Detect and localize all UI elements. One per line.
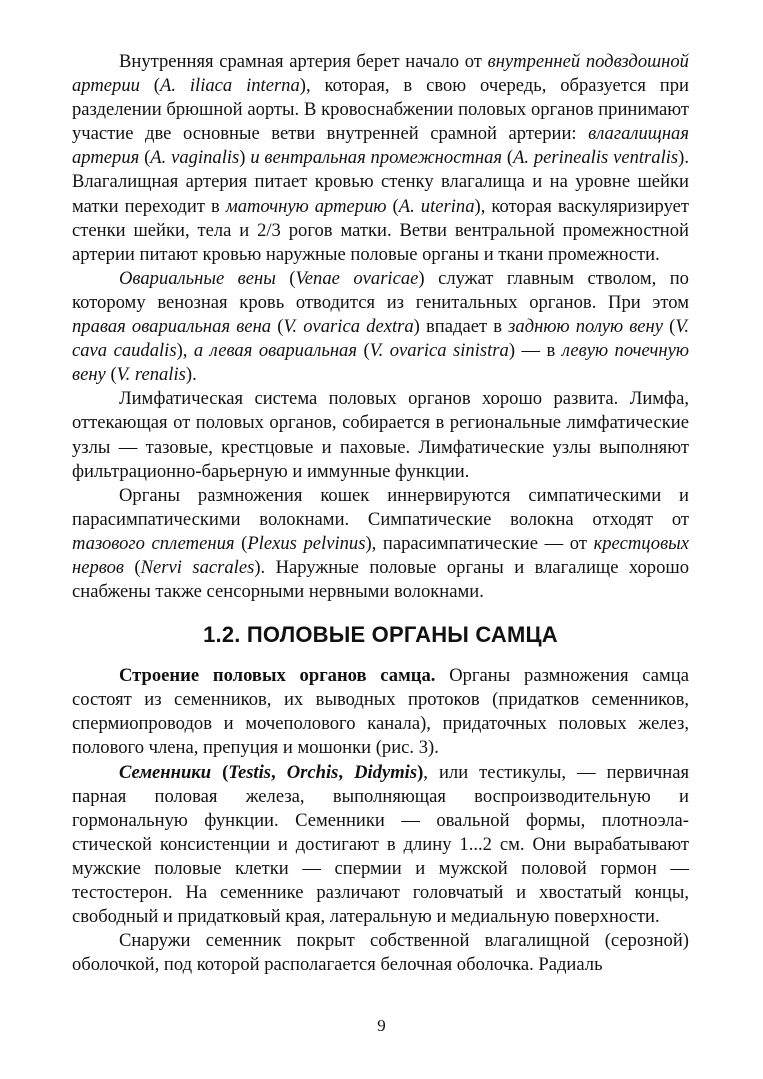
text-run: ), которая васкуляризирует стенки шейки, тела и 2/3 рогов матки. Ветви вентральной промежностной артерии питают кровью наружные половые органы и ткани промежности. bbox=[72, 195, 690, 265]
bold-term: ( bbox=[211, 761, 229, 783]
text-run: ( bbox=[386, 195, 399, 217]
italic-term: и вентральная промежностная bbox=[250, 147, 503, 169]
bold-italic-term: Семенники bbox=[119, 761, 212, 783]
paragraph bbox=[72, 484, 689, 604]
text-run: ), bbox=[176, 340, 194, 362]
italic-term: V. ovarica sinistra bbox=[369, 340, 509, 362]
italic-term: V. cava caudalis bbox=[72, 316, 689, 362]
italic-term: тазового сплетения bbox=[72, 532, 235, 554]
text-run: ( bbox=[275, 267, 296, 289]
text-run: ). Наружные половые органы и влагалище хорошо снабжены также сенсорными нервными волокнами. bbox=[72, 556, 690, 603]
text-run: ( bbox=[139, 147, 151, 169]
text-run: ( bbox=[234, 532, 248, 554]
bold-italic-term: Testis bbox=[228, 761, 272, 783]
paragraph bbox=[72, 929, 689, 977]
paragraph bbox=[72, 664, 689, 760]
text-run: Лимфатическая система половых органов хорошо развита. Лимфа, оттекающая от половых органов, собирается в региональные лимфатические узлы — тазовые, крестцовые и паховые. Лимфатические узлы выполняют фильтрационно-барьерную и иммунные функции. bbox=[72, 388, 689, 482]
italic-term: V. renalis bbox=[116, 364, 186, 386]
bold-italic-term: Orchis bbox=[286, 761, 339, 783]
text-block-bottom bbox=[72, 664, 689, 977]
italic-term: Plexus pelvinus bbox=[247, 532, 366, 554]
text-run: ) служат главным стволом, по которому венозная кровь отводится из генитальных органов. При этом bbox=[72, 267, 689, 313]
text-run: ) — в bbox=[508, 340, 562, 362]
text-run: Органы размножения кошек иннервируются симпатическими и парасимпатическими волокнами. Симпатические волокна отходят от bbox=[72, 484, 689, 530]
text-run: Органы размножения самца состоят из семенников, их выводных протоков (придатков семенников, спермиопроводов и мочеполового канала), придаточных половых желез, полового члена, препуция и мошонки (рис. 3). bbox=[72, 665, 690, 759]
bold-term: Строение половых органов самца. bbox=[119, 665, 436, 687]
page-number: 9 bbox=[377, 1016, 386, 1035]
paragraph bbox=[72, 761, 689, 930]
bold-italic-term: Didymis bbox=[354, 761, 418, 783]
italic-term: Овариальные вены bbox=[119, 267, 276, 289]
text-run: ) bbox=[239, 147, 251, 169]
text-run: ( bbox=[123, 556, 141, 578]
text-run: ( bbox=[139, 75, 160, 97]
text-run: Снаружи семенник покрыт собственной влагалищной (серозной) оболочкой, под которой располагается белочная оболочка. Радиаль bbox=[72, 930, 689, 976]
text-run: ) впадает в bbox=[413, 316, 509, 338]
text-run: ). Влагалищная артерия питает кровью стенку влагалища и на уровне шейки матки переходит в bbox=[72, 147, 689, 217]
italic-term: заднюю полую вену bbox=[508, 316, 664, 338]
paragraph bbox=[72, 50, 689, 267]
italic-term: маточную артерию bbox=[225, 195, 387, 217]
bold-term: , bbox=[338, 761, 355, 783]
text-run: ), которая, в свою очередь, образуется при разделении брюшной аорты. В кровоснабжении половых органов принимают участие две основные ветви внутренней срамной артерии: bbox=[72, 75, 689, 145]
text-run: ( bbox=[357, 340, 370, 362]
italic-term: A. uterina bbox=[398, 195, 475, 217]
text-block-top bbox=[72, 50, 689, 604]
paragraph bbox=[72, 387, 689, 483]
italic-term: правая овариальная вена bbox=[72, 316, 272, 338]
text-run: ( bbox=[105, 364, 117, 386]
text-run: ). bbox=[185, 364, 197, 386]
text-run: Внутренняя срамная артерия берет начало от bbox=[119, 51, 488, 72]
italic-term: Nervi sacrales bbox=[140, 556, 255, 578]
bold-term: ) bbox=[417, 761, 424, 783]
italic-term: внутренней подвздошной артерии bbox=[72, 51, 689, 97]
text-run: ( bbox=[663, 316, 676, 338]
italic-term: V. ovarica dextra bbox=[283, 316, 414, 338]
section-heading: 1.2. ПОЛОВЫЕ ОРГАНЫ САМЦА bbox=[203, 622, 558, 648]
text-run: ( bbox=[271, 316, 284, 338]
text-run: ( bbox=[502, 147, 514, 169]
italic-term: A. iliaca interna bbox=[159, 75, 300, 97]
italic-term: A. vaginalis bbox=[150, 147, 240, 169]
italic-term: Venae ovaricae bbox=[295, 267, 419, 289]
page-body bbox=[72, 50, 689, 977]
italic-term: а левая овариальная bbox=[193, 340, 357, 362]
italic-term: крестцовых нервов bbox=[72, 532, 689, 578]
text-run: ), парасимпатические — от bbox=[365, 532, 594, 554]
text-run: , или тестикулы, — первичная парная половая железа, выполняющая воспроизводительную и гормональную функции. Семенники — овальной формы, плотноэластической консистенции и достигают в длину 1...2 см. Они вырабатывают мужские половые клетки — спермии и мужской половой гормон — тестостерон. На семеннике различают головчатый и хвостатый концы, свободный и придатковый края, латеральную и медиальную поверхности. bbox=[72, 761, 690, 928]
paragraph bbox=[72, 267, 689, 387]
italic-term: A. perinealis ventralis bbox=[513, 147, 679, 169]
italic-term: левую почечную вену bbox=[72, 340, 689, 386]
bold-term: , bbox=[271, 761, 287, 783]
italic-term: влагалищная артерия bbox=[72, 123, 689, 169]
